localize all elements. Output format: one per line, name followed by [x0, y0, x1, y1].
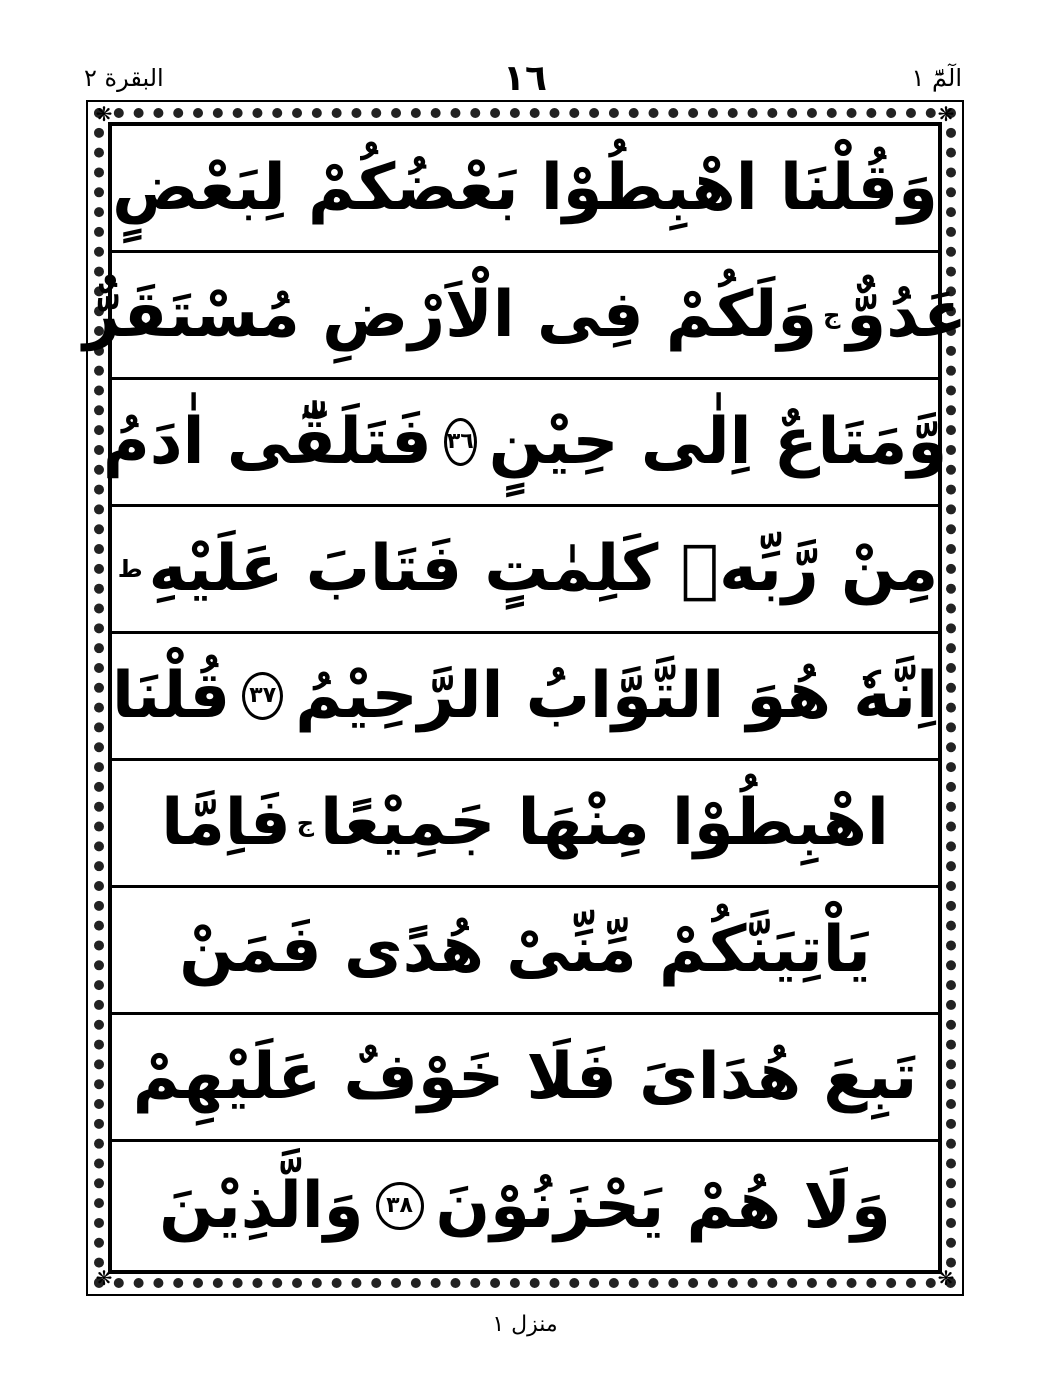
- verse-text: فَاِمَّا: [161, 786, 291, 860]
- corner-ornament-icon: ❋: [937, 1266, 955, 1290]
- quran-line: [112, 126, 938, 253]
- verse-text: وَالَّذِيْنَ: [159, 1168, 364, 1243]
- waqf-mark: ط: [117, 555, 143, 583]
- verse-text: تَبِعَ هُدَاىَ فَلَا خَوْفٌ عَلَيْهِمْ: [132, 1040, 918, 1114]
- quran-line: [112, 888, 938, 1015]
- corner-ornament-icon: ❋: [95, 1266, 113, 1290]
- waqf-mark: ج: [823, 301, 841, 329]
- corner-ornament-icon: ❋: [937, 102, 955, 126]
- verse-text: اهْبِطُوْا مِنْهَا جَمِيْعًا: [320, 786, 889, 860]
- surah-title: البقرة ٢: [84, 64, 164, 92]
- verse-text: عَدُوٌّ: [846, 278, 967, 352]
- page-header: [0, 0, 1050, 100]
- manzil-label: منزل ١: [492, 1312, 558, 1337]
- ayah-number-marker: ٣٧: [242, 672, 283, 720]
- ayah-number-marker: ٣٦: [444, 418, 477, 466]
- juz-title: الٓمّٓ ١: [911, 64, 962, 92]
- waqf-mark: ج: [296, 809, 315, 837]
- quran-line: [112, 507, 938, 634]
- page-number: ١٦: [503, 58, 547, 99]
- verse-text: يَاْتِيَنَّكُمْ مِّنِّىْ هُدًى فَمَنْ: [179, 913, 871, 987]
- quran-line: [83, 253, 967, 380]
- verse-text: وَلَكُمْ فِى الْاَرْضِ مُسْتَقَرٌّ: [83, 278, 818, 352]
- verse-text: وَلَا هُمْ يَحْزَنُوْنَ: [435, 1168, 891, 1243]
- quran-line: [112, 1142, 938, 1269]
- quran-line: [112, 634, 938, 761]
- corner-ornament-icon: ❋: [95, 102, 113, 126]
- verse-text: مِنْ رَّبِّهٖ كَلِمٰتٍ فَتَابَ عَلَيْهِ: [148, 532, 939, 606]
- verse-text: اِنَّهٗ هُوَ التَّوَّابُ الرَّحِيْمُ: [295, 659, 938, 733]
- quran-line: [112, 1015, 938, 1142]
- verse-text: قُلْنَا: [112, 659, 231, 733]
- verse-text: فَتَلَقّٰٓى اٰدَمُ: [102, 405, 432, 479]
- verse-text: وَقُلْنَا اهْبِطُوْا بَعْضُكُمْ لِبَعْضٍ: [112, 151, 938, 225]
- quran-text-block: [83, 126, 967, 1270]
- verse-text: وَّمَتَاعٌ اِلٰى حِيْنٍ: [488, 405, 948, 479]
- quran-line: [102, 380, 948, 507]
- ayah-number-marker: ٣٨: [376, 1182, 424, 1230]
- quran-line: [112, 761, 938, 888]
